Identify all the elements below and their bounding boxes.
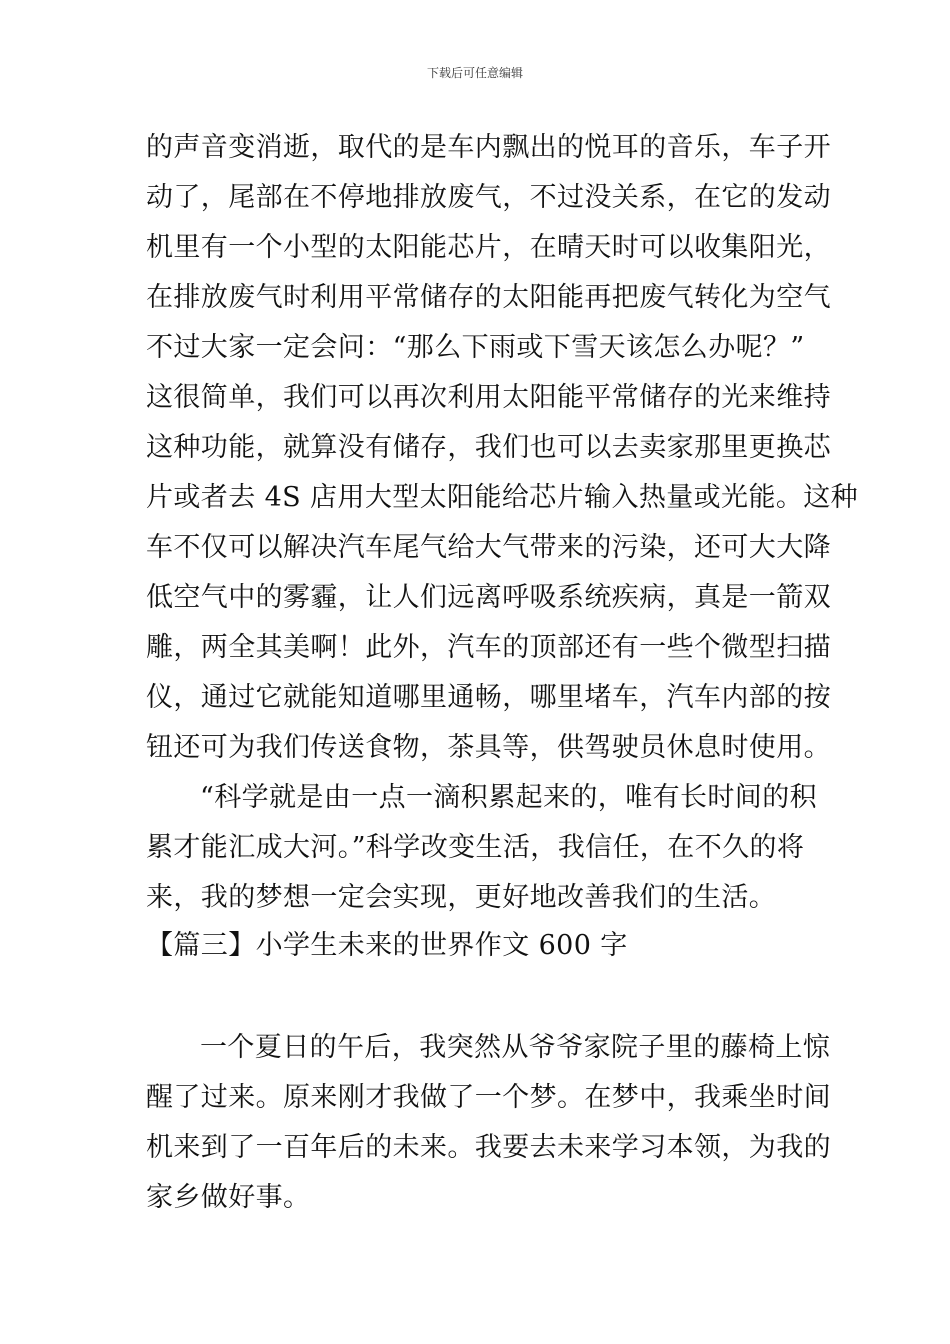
text-line: 机来到了一百年后的未来。我要去未来学习本领，为我的 xyxy=(146,1132,831,1163)
text-line: 这很简单，我们可以再次利用太阳能平常储存的光来维持 xyxy=(146,382,831,413)
text-line: 车不仅可以解决汽车尾气给大气带来的污染，还可大大降 xyxy=(146,532,831,563)
text-line: 钮还可为我们传送食物，茶具等，供驾驶员休息时使用。 xyxy=(146,732,831,763)
page-header: 下载后可任意编辑 xyxy=(426,66,523,80)
text-line: 的声音变消逝，取代的是车内飘出的悦耳的音乐，车子开 xyxy=(146,132,831,163)
section-heading: 【篇三】小学生未来的世界作文 600 字 xyxy=(146,930,628,961)
text-line: 累才能汇成大河。”科学改变生活，我信任，在不久的将 xyxy=(146,832,805,863)
text-line: 在排放废气时利用平常储存的太阳能再把废气转化为空气 xyxy=(146,282,831,313)
text-line: 一个夏日的午后，我突然从爷爷家院子里的藤椅上惊 xyxy=(200,1032,831,1063)
text-line: 机里有一个小型的太阳能芯片，在晴天时可以收集阳光， xyxy=(146,232,831,263)
text-line: 醒了过来。原来刚才我做了一个梦。在梦中，我乘坐时间 xyxy=(146,1082,831,1113)
text-line: 低空气中的雾霾，让人们远离呼吸系统疾病，真是一箭双 xyxy=(146,582,831,613)
text-line: 仪，通过它就能知道哪里通畅，哪里堵车，汽车内部的按 xyxy=(146,682,831,713)
text-line: “科学就是由一点一滴积累起来的，唯有长时间的积 xyxy=(200,782,818,813)
text-line: 来，我的梦想一定会实现，更好地改善我们的生活。 xyxy=(146,882,777,913)
text-line: 片或者去 4S 店用大型太阳能给芯片输入热量或光能。这种 xyxy=(146,482,859,513)
text-line: 不过大家一定会问：“那么下雨或下雪天该怎么办呢？” xyxy=(146,332,805,363)
text-line: 家乡做好事。 xyxy=(146,1182,311,1213)
text-line: 动了，尾部在不停地排放废气，不过没关系，在它的发动 xyxy=(146,182,831,213)
text-line: 这种功能，就算没有储存，我们也可以去卖家那里更换芯 xyxy=(146,432,831,463)
text-line: 雕，两全其美啊！此外，汽车的顶部还有一些个微型扫描 xyxy=(146,632,831,663)
